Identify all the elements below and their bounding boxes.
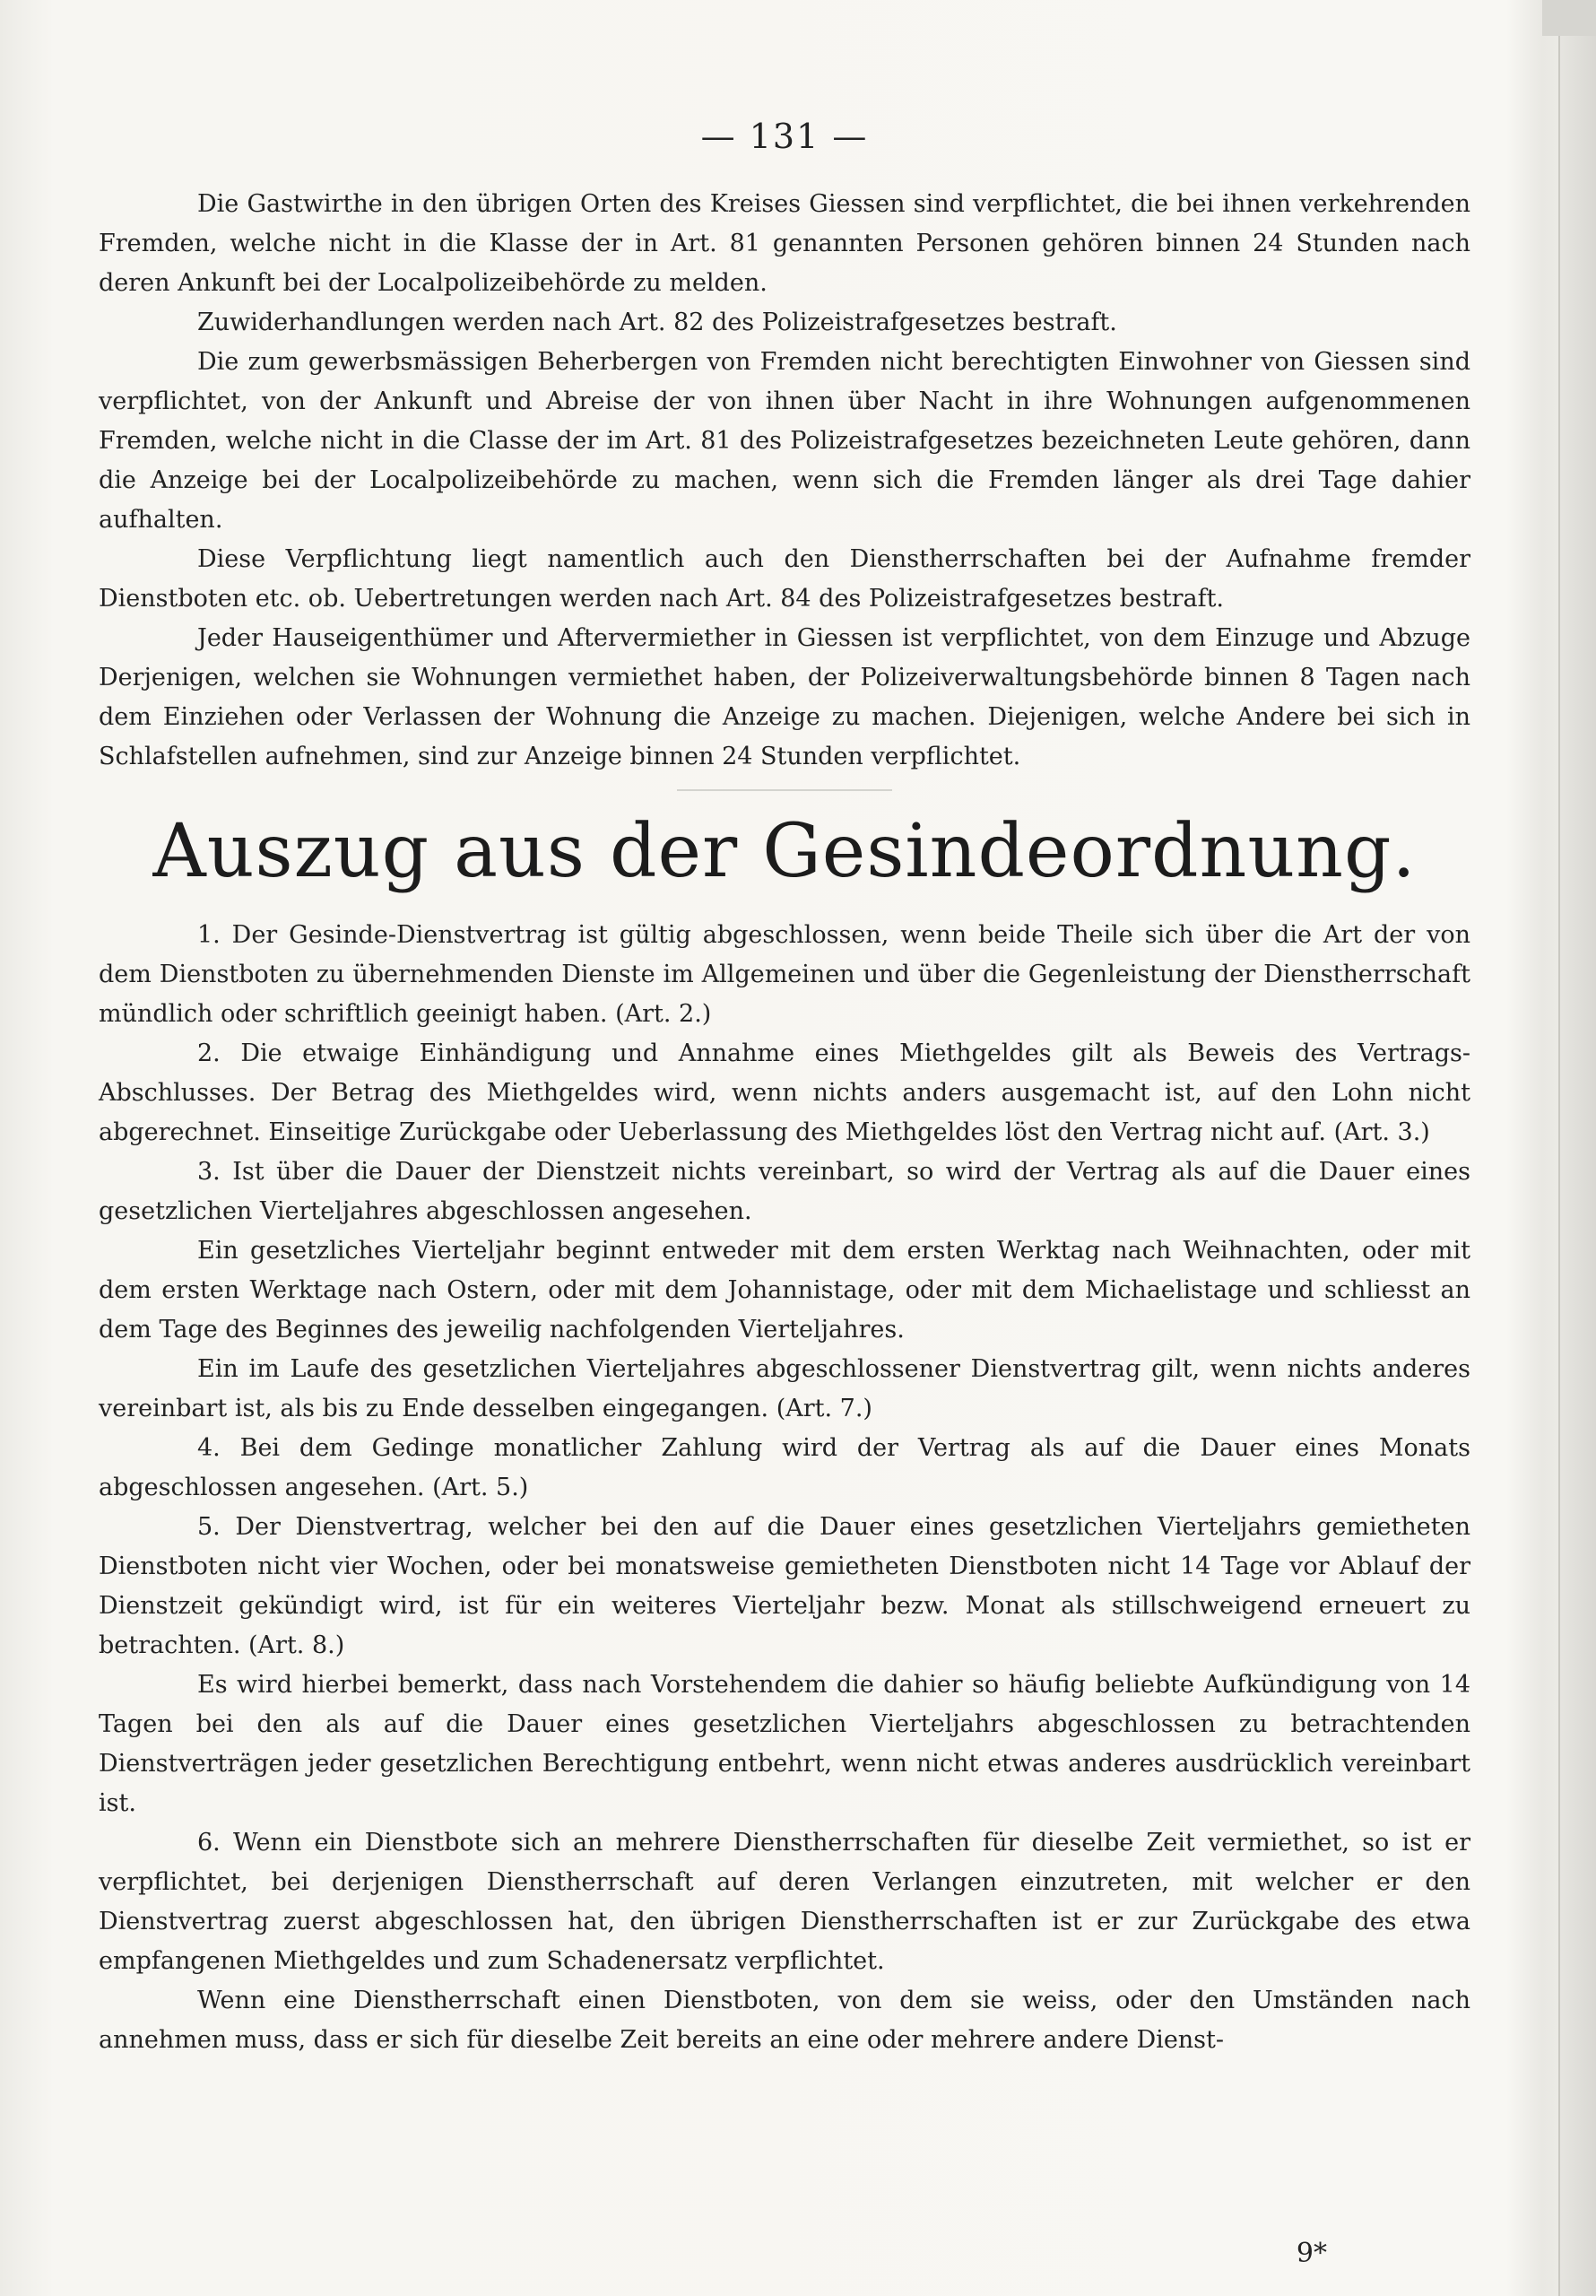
section-paragraph: Wenn eine Dienstherrschaft einen Dienstboten, von dem sie weiss, oder den Umständen nach annehmen muss, dass er sich für dieselbe Zeit bereits an eine oder mehrere andere Dienst-	[99, 1987, 1470, 2054]
separator-rule	[677, 789, 892, 791]
section-paragraph: Ein gesetzliches Vierteljahr beginnt entweder mit dem ersten Werktag nach Weihnachten, oder mit dem ersten Werktage nach Ostern, oder mit dem Johannistage, oder mit dem Michaelistage und schliesst an dem Tage des Beginnes des jeweilig nachfolgenden Vierteljahres.	[99, 1237, 1470, 1344]
page-corner	[1542, 0, 1596, 36]
intro-paragraph: Diese Verpflichtung liegt namentlich auch den Dienstherrschaften bei der Aufnahme fremder Dienstboten etc. ob. Uebertretungen werden nach Art. 84 des Polizeistrafgesetzes bestraft.	[99, 545, 1470, 613]
section-paragraph: 5. Der Dienstvertrag, welcher bei den auf die Dauer eines gesetzlichen Vierteljahrs gemietheten Dienstboten nicht vier Wochen, oder bei monatsweise gemietheten Dienstboten nicht 14 Tage vor Ablauf der Dienstzeit gekündigt wird, ist für ein weiteres Vierteljahr bezw. Monat als stillschweigend erneuert zu betrachten. (Art. 8.)	[99, 1513, 1470, 1659]
section-paragraph: Es wird hierbei bemerkt, dass nach Vorstehendem die dahier so häufig beliebte Aufkündigung von 14 Tagen bei den als auf die Dauer eines gesetzlichen Vierteljahrs abgeschlossen zu betrachtenden Dienstverträgen jeder gesetzlichen Berechtigung entbehrt, wenn nicht etwas anderes ausdrücklich vereinbart ist.	[99, 1671, 1470, 1817]
intro-paragraph: Jeder Hauseigenthümer und Aftervermiether in Giessen ist verpflichtet, von dem Einzuge und Abzuge Derjenigen, welchen sie Wohnungen vermiethet haben, der Polizeiverwaltungsbehörde binnen 8 Tagen nach dem Einziehen oder Verlassen der Wohnung die Anzeige zu machen. Diejenigen, welche Andere bei sich in Schlafstellen aufnehmen, sind zur Anzeige binnen 24 Stunden verpflichtet.	[99, 624, 1470, 770]
page-content	[99, 117, 1470, 2060]
signature-mark: 9*	[1296, 2238, 1327, 2269]
section-paragraph: 4. Bei dem Gedinge monatlicher Zahlung wird der Vertrag als auf die Dauer eines Monats abgeschlossen angesehen. (Art. 5.)	[99, 1434, 1470, 1501]
section-paragraph: Ein im Laufe des gesetzlichen Vierteljahres abgeschlossener Dienstvertrag gilt, wenn nichts anderes vereinbart ist, als bis zu Ende desselben eingegangen. (Art. 7.)	[99, 1355, 1470, 1422]
section-paragraph: 1. Der Gesinde-Dienstvertrag ist gültig abgeschlossen, wenn beide Theile sich über die Art der von dem Dienstboten zu übernehmenden Dienste im Allgemeinen und über die Gegenleistung der Dienstherrschaft mündlich oder schriftlich geeinigt haben. (Art. 2.)	[99, 921, 1470, 1028]
section-heading: Auszug aus der Gesindeordnung.	[152, 809, 1417, 894]
page-number: — 131 —	[700, 117, 869, 156]
section-paragraph: 2. Die etwaige Einhändigung und Annahme eines Miethgeldes gilt als Beweis des Vertrags-Abschlusses. Der Betrag des Miethgeldes wird, wenn nichts anders ausgemacht ist, auf den Lohn nicht abgerechnet. Einseitige Zurückgabe oder Ueberlassung des Miethgeldes löst den Vertrag nicht auf. (Art. 3.)	[99, 1039, 1470, 1146]
intro-paragraph: Die Gastwirthe in den übrigen Orten des Kreises Giessen sind verpflichtet, die bei ihnen verkehrenden Fremden, welche nicht in die Klasse der in Art. 81 genannten Personen gehören binnen 24 Stunden nach deren Ankunft bei der Localpolizeibehörde zu melden.	[99, 190, 1470, 297]
section-paragraph: 6. Wenn ein Dienstbote sich an mehrere Dienstherrschaften für dieselbe Zeit vermiethet, so ist er verpflichtet, bei derjenigen Dienstherrschaft auf deren Verlangen einzutreten, mit welcher er den Dienstvertrag zuerst abgeschlossen hat, den übrigen Dienstherrschaften ist er zur Zurückgabe des etwa empfangenen Miethgeldes und zum Schadenersatz verpflichtet.	[99, 1829, 1470, 1975]
page-edge	[1558, 0, 1596, 2296]
intro-paragraph: Zuwiderhandlungen werden nach Art. 82 des Polizeistrafgesetzes bestraft.	[197, 309, 1117, 336]
section-paragraph: 3. Ist über die Dauer der Dienstzeit nichts vereinbart, so wird der Vertrag als auf die Dauer eines gesetzlichen Vierteljahres abgeschlossen angesehen.	[99, 1158, 1470, 1225]
intro-paragraph: Die zum gewerbsmässigen Beherbergen von Fremden nicht berechtigten Einwohner von Giessen sind verpflichtet, von der Ankunft und Abreise der von ihnen über Nacht in ihre Wohnungen aufgenommenen Fremden, welche nicht in die Classe der im Art. 81 des Polizeistrafgesetzes bezeichneten Leute gehören, dann die Anzeige bei der Localpolizeibehörde zu machen, wenn sich die Fremden länger als drei Tage dahier aufhalten.	[99, 348, 1470, 534]
